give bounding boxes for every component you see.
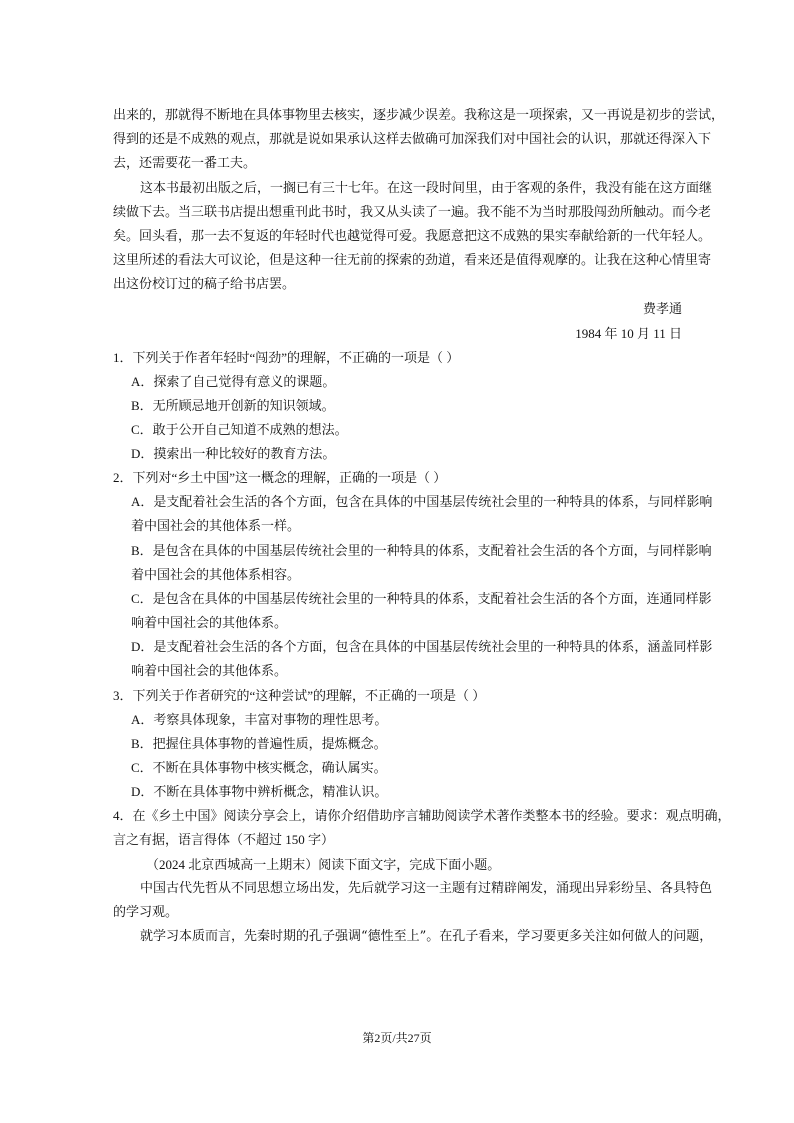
- question-stem: 4．在《乡土中国》阅读分享会上，请你介绍借助序言辅助阅读学术著作类整本书的经验。要求：观点明确，: [113, 808, 731, 823]
- option-d: D．是支配着社会生活的各个方面，包含在具体的中国基层传统社会里的一种特具的体系，涵盖同样影: [131, 639, 713, 654]
- passage-line: 这本书最初出版之后，一搁已有三十七年。在这一段时间里，由于客观的条件，我没有能在这方面继: [140, 181, 713, 196]
- passage-line: 这里所述的看法大可议论，但是这种一往无前的探索的劲道，看来还是值得观摩的。让我在这种心情里寄: [113, 253, 712, 268]
- option-d: D．不断在具体事物中辨析概念，精准认识。: [131, 784, 388, 799]
- option-b-cont: 着中国社会的其他体系相容。: [131, 567, 301, 582]
- option-b: B．是包含在具体的中国基层传统社会里的一种特具的体系，支配着社会生活的各个方面，与同样影响: [131, 543, 712, 558]
- question-stem: 2．下列对“乡土中国”这一概念的理解，正确的一项是（ ）: [113, 470, 447, 485]
- option-d: D．摸索出一种比较好的教育方法。: [131, 446, 336, 461]
- option-c: C．敢于公开自己知道不成熟的想法。: [131, 422, 348, 437]
- option-a-cont: 着中国社会的其他体系一样。: [131, 518, 301, 533]
- option-a: A．是支配着社会生活的各个方面，包含在具体的中国基层传统社会里的一种特具的体系，与同样影响: [131, 494, 713, 509]
- passage-line: 出这份校订过的稿子给书店罢。: [113, 277, 296, 292]
- option-c: C．是包含在具体的中国基层传统社会里的一种特具的体系，支配着社会生活的各个方面，连通同样影: [131, 591, 712, 606]
- passage-line: 就学习本质而言，先秦时期的孔子强调“德性至上”。在孔子看来，学习要更多关注如何做人的问题，: [140, 929, 713, 944]
- option-a: A．探索了自己觉得有意义的课题。: [131, 374, 336, 389]
- option-b: B．无所顾忌地开创新的知识领域。: [131, 398, 335, 413]
- passage-line: 续做下去。当三联书店提出想重刊此书时，我又从头读了一遍。我不能不为当时那股闯劲所触动。而今老: [113, 205, 712, 220]
- passage-line: 的学习观。: [113, 905, 179, 920]
- date: 1984 年 10 月 11 日: [575, 326, 682, 341]
- signature: 费孝通: [642, 302, 682, 317]
- section-intro: （2024 北京西城高一上期末）阅读下面文字，完成下面小题。: [146, 857, 501, 872]
- passage-line: 得到的还是不成熟的观点，那就是说如果承认这样去做确可加深我们对中国社会的认识，那就还得深入下: [113, 132, 712, 147]
- passage-line: 出来的，那就得不断地在具体事物里去核实，逐步减少误差。我称这是一项探索，又一再说是初步的尝试，: [113, 108, 725, 123]
- question-stem: 3．下列关于作者研究的“这种尝试”的理解，不正确的一项是（ ）: [113, 688, 486, 703]
- page-number: 第2页/共27页: [362, 1031, 432, 1045]
- passage-line: 中国古代先哲从不同思想立场出发，先后就学习这一主题有过精辟阐发，涌现出异彩纷呈、各具特色: [140, 881, 713, 896]
- option-c-cont: 响着中国社会的其他体系。: [131, 615, 288, 630]
- passage-line: 去，还需要花一番工夫。: [113, 156, 257, 171]
- option-a: A．考察具体现象，丰富对事物的理性思考。: [131, 712, 388, 727]
- option-b: B．把握住具体事物的普遍性质，提炼概念。: [131, 736, 387, 751]
- question-stem: 1．下列关于作者年轻时“闯劲”的理解，不正确的一项是（ ）: [113, 350, 460, 365]
- passage-line: 矣。回头看，那一去不复返的年轻时代也越觉得可爱。我愿意把这不成熟的果实奉献给新的一代年轻人。: [113, 229, 712, 244]
- question-stem-cont: 言之有据，语言得体（不超过 150 字）: [113, 832, 335, 847]
- option-d-cont: 响着中国社会的其他体系。: [131, 663, 288, 678]
- option-c: C．不断在具体事物中核实概念，确认属实。: [131, 760, 387, 775]
